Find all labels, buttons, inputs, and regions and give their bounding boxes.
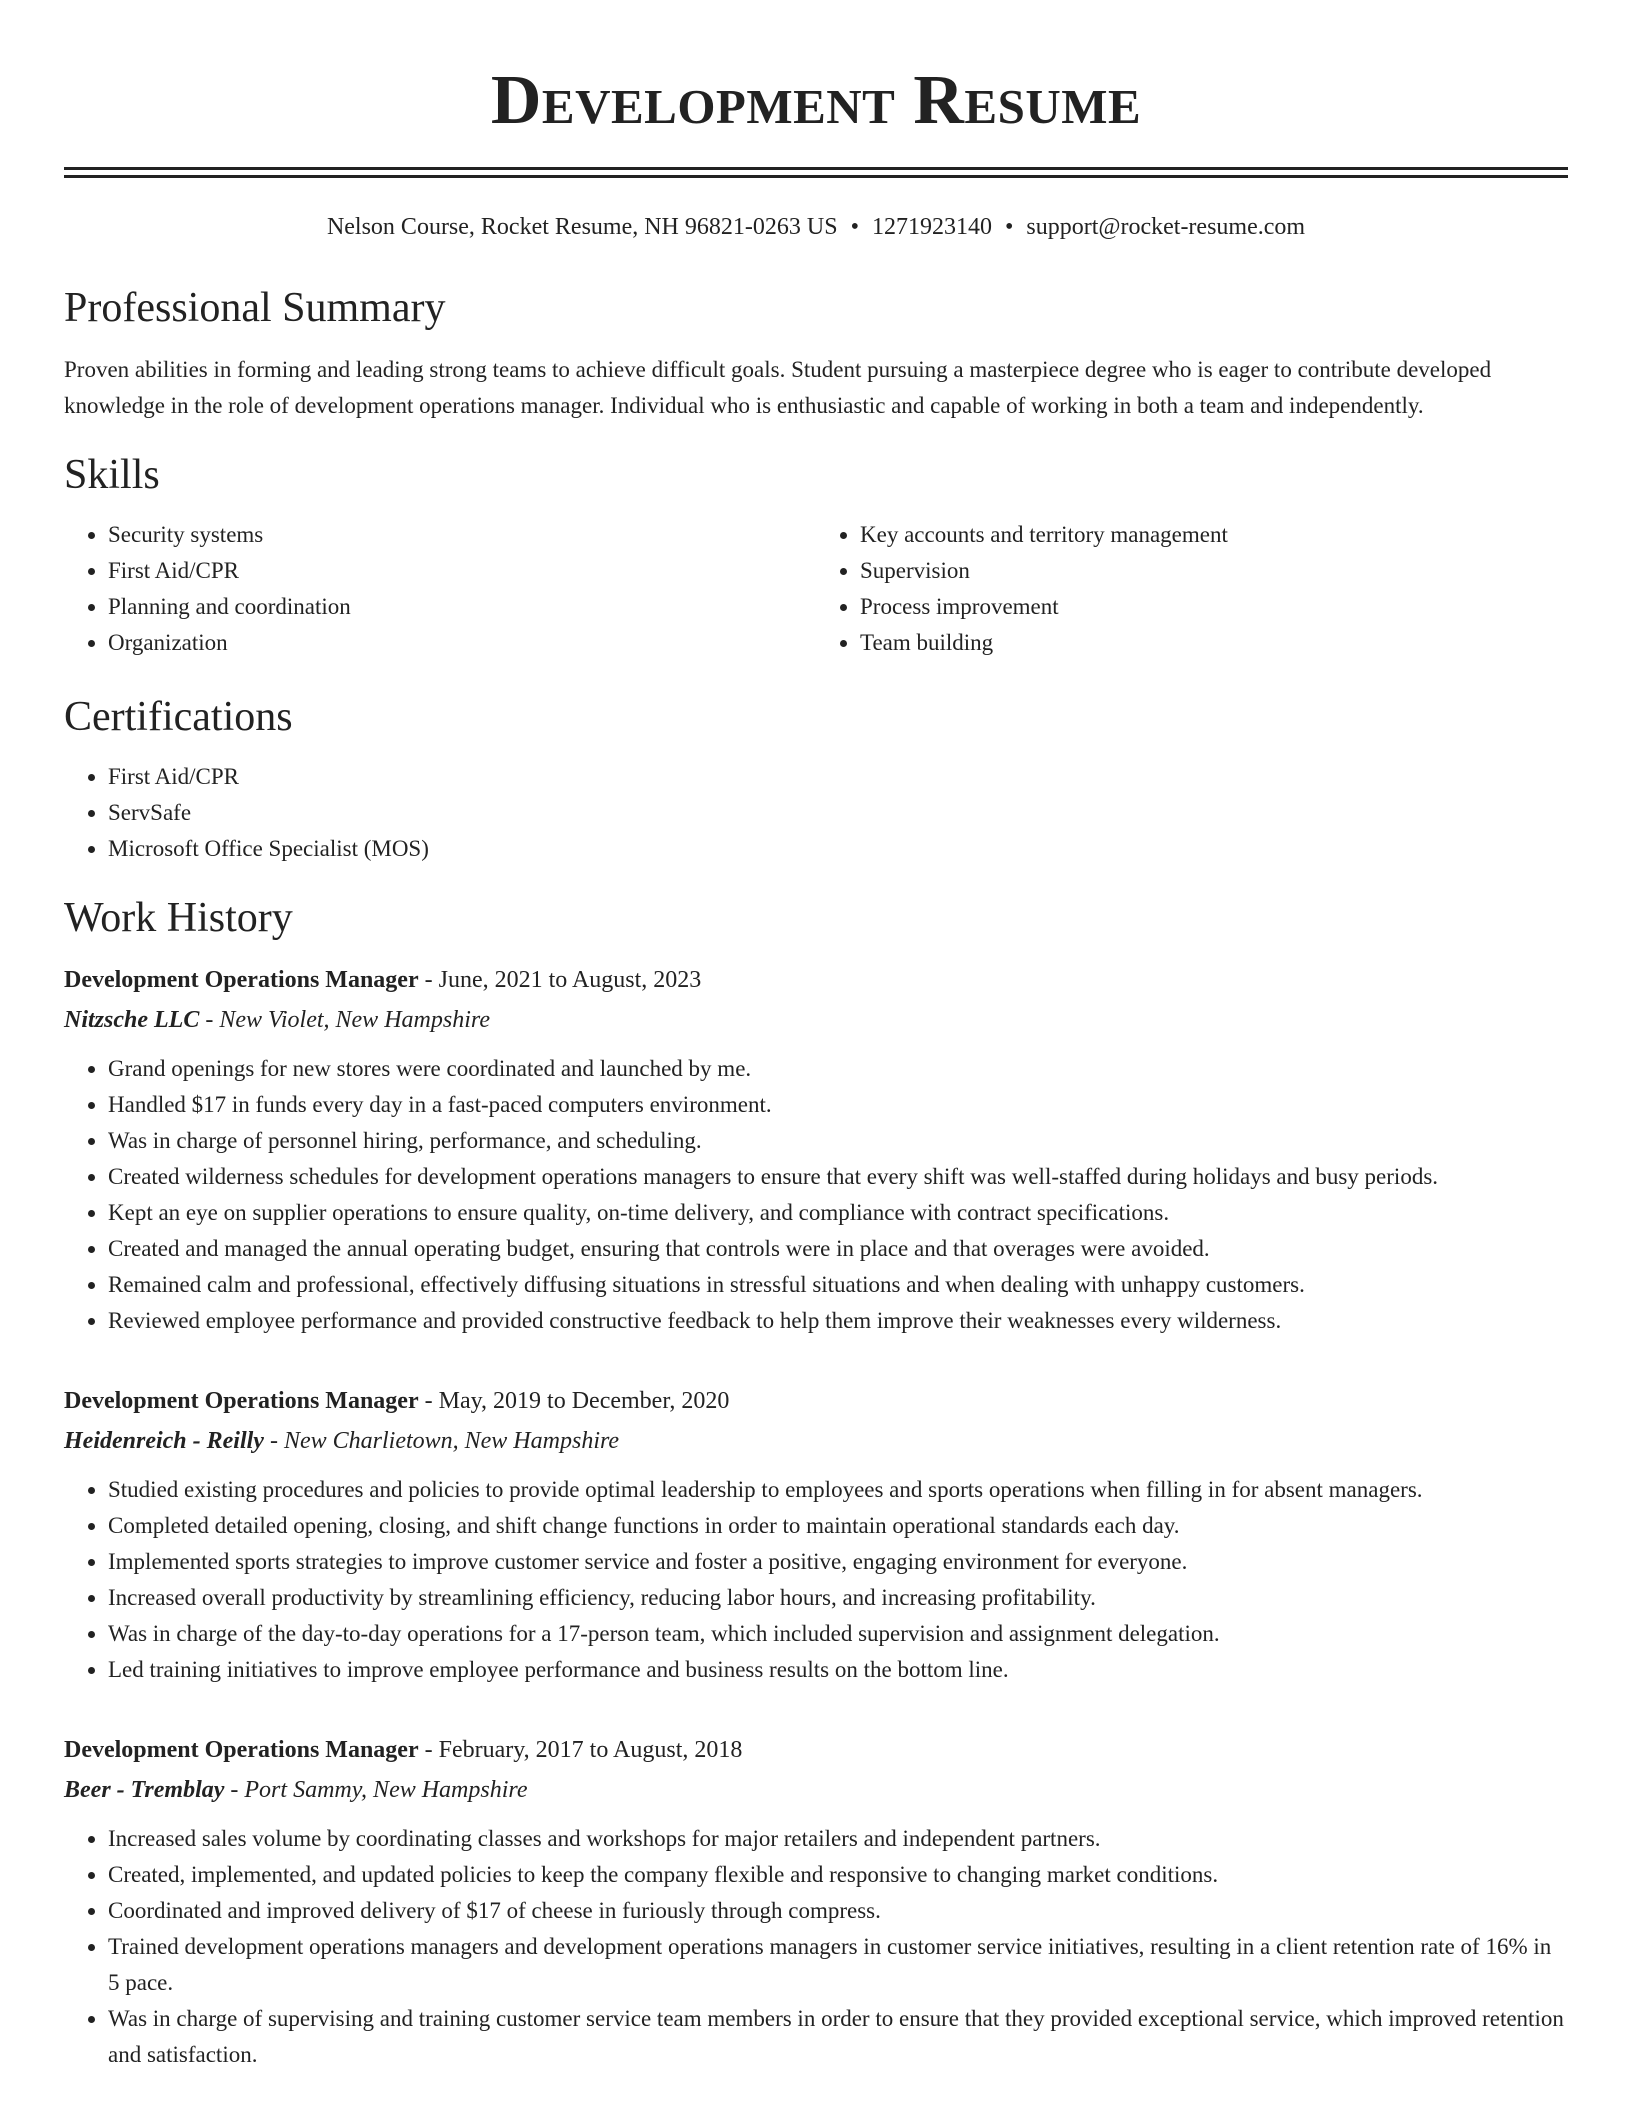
job-bullet: • Was in charge of the day-to-day operations for a 17-person team, which included supervision and assignment delegation. — [108, 1616, 1568, 1652]
job-bullet: • Implemented sports strategies to improve customer service and foster a positive, engaging environment for everyone. — [108, 1544, 1568, 1580]
contact-separator: • — [1004, 214, 1014, 240]
job-heading — [64, 1381, 1568, 1421]
job-bullet: • Created wilderness schedules for development operations managers to ensure that every shift was well-staffed during holidays and busy periods. — [108, 1159, 1568, 1195]
skills-section — [64, 451, 1568, 661]
certification-item: • ServSafe — [108, 795, 1568, 831]
section-heading-work-history: Work History — [64, 895, 293, 941]
skills-grid — [64, 517, 1568, 661]
professional-summary-section — [64, 284, 1568, 424]
title-divider-bottom — [64, 175, 1568, 178]
skill-item: • Security systems — [108, 517, 816, 553]
job-location: - New Charlietown, New Hampshire — [263, 1428, 620, 1454]
job-company: Nitzsche LLC — [64, 1007, 200, 1033]
contact-separator: • — [850, 214, 859, 240]
summary-text: Proven abilities in forming and leading strong teams to achieve difficult goals. Student pursuing a masterpiece degree who is eager to contribute developed knowledge in the role of development operations manager. Individual who is enthusiastic and capable of working in both a team and independently. — [64, 357, 1492, 418]
contact-address: Nelson Course, Rocket Resume, NH 96821-0263 US — [326, 214, 838, 240]
job-dates: - May, 2019 to December, 2020 — [418, 1388, 730, 1414]
job-bullet: • Created, implemented, and updated policies to keep the company flexible and responsive to changing market conditions. — [108, 1857, 1568, 1893]
contact-email: support@rocket-resume.com — [1026, 214, 1306, 240]
contact-phone: 1271923140 — [871, 214, 992, 240]
job-dates: - June, 2021 to August, 2023 — [418, 967, 702, 993]
job-bullet: • Was in charge of supervising and training customer service team members in order to ensure that they provided exceptional service, which improved retention and satisfaction. — [108, 2001, 1568, 2073]
certifications-list — [64, 759, 1568, 867]
certifications-section — [64, 693, 1568, 867]
job-entry — [64, 1730, 1568, 2073]
certification-item: • First Aid/CPR — [108, 759, 1568, 795]
job-heading — [64, 960, 1568, 1000]
job-location: - Port Sammy, New Hampshire — [224, 1777, 528, 1803]
job-bullet: • Studied existing procedures and policies to provide optimal leadership to employees and sports operations when filling in for absent managers. — [108, 1472, 1568, 1508]
job-location: - New Violet, New Hampshire — [199, 1007, 490, 1033]
job-bullet: • Remained calm and professional, effectively diffusing situations in stressful situations and when dealing with unhappy customers. — [108, 1267, 1568, 1303]
title-divider-top — [64, 167, 1568, 170]
job-entry — [64, 960, 1568, 1339]
job-bullet: • Created and managed the annual operating budget, ensuring that controls were in place and that overages were avoided. — [108, 1231, 1568, 1267]
skill-item: • Planning and coordination — [108, 589, 816, 625]
job-bullet: • Coordinated and improved delivery of $17 of cheese in furiously through compress. — [108, 1893, 1568, 1929]
job-role: Development Operations Manager — [64, 1737, 419, 1763]
skills-column-right — [816, 517, 1568, 661]
job-bullet: • Grand openings for new stores were coordinated and launched by me. — [108, 1051, 1568, 1087]
job-bullet: • Increased sales volume by coordinating classes and workshops for major retailers and independent partners. — [108, 1821, 1568, 1857]
job-bullet: • Increased overall productivity by streamlining efficiency, reducing labor hours, and increasing profitability. — [108, 1580, 1568, 1616]
job-employer — [64, 1770, 1568, 1810]
job-role: Development Operations Manager — [64, 967, 419, 993]
job-employer — [64, 1421, 1568, 1461]
certification-item: • Microsoft Office Specialist (MOS) — [108, 831, 1568, 867]
skills-column-left — [64, 517, 816, 661]
job-role: Development Operations Manager — [64, 1388, 419, 1414]
job-bullet: • Trained development operations managers and development operations managers in customer service initiatives, resulting in a client retention rate of 16% in 5 pace. — [108, 1929, 1568, 2001]
skill-item: • Key accounts and territory management — [860, 517, 1568, 553]
job-company: Beer - Tremblay — [64, 1777, 225, 1803]
job-bullets — [64, 1821, 1568, 2073]
job-heading — [64, 1730, 1568, 1770]
work-history-section — [64, 894, 1568, 2073]
job-bullet: • Reviewed employee performance and provided constructive feedback to help them improve their weaknesses every wilderness. — [108, 1303, 1568, 1339]
job-bullet: • Led training initiatives to improve employee performance and business results on the bottom line. — [108, 1652, 1568, 1688]
job-bullet: • Was in charge of personnel hiring, performance, and scheduling. — [108, 1123, 1568, 1159]
job-bullet: • Kept an eye on supplier operations to ensure quality, on-time delivery, and compliance with contract specifications. — [108, 1195, 1568, 1231]
job-bullet: • Completed detailed opening, closing, and shift change functions in order to maintain operational standards each day. — [108, 1508, 1568, 1544]
section-heading-certifications: Certifications — [64, 694, 293, 740]
section-heading-summary: Professional Summary — [64, 285, 446, 331]
job-bullet: • Handled $17 in funds every day in a fast-paced computers environment. — [108, 1087, 1568, 1123]
resume-title: Development Resume — [490, 62, 1142, 139]
job-bullets — [64, 1051, 1568, 1339]
contact-line — [64, 212, 1568, 242]
job-dates: - February, 2017 to August, 2018 — [418, 1737, 743, 1763]
skill-item: • Team building — [860, 625, 1568, 661]
section-heading-skills: Skills — [64, 452, 160, 498]
job-entry — [64, 1381, 1568, 1688]
job-employer — [64, 1000, 1568, 1040]
job-company: Heidenreich - Reilly — [64, 1428, 264, 1454]
skill-item: • Process improvement — [860, 589, 1568, 625]
job-bullets — [64, 1472, 1568, 1688]
skill-item: • First Aid/CPR — [108, 553, 816, 589]
skill-item: • Organization — [108, 625, 816, 661]
skill-item: • Supervision — [860, 553, 1568, 589]
